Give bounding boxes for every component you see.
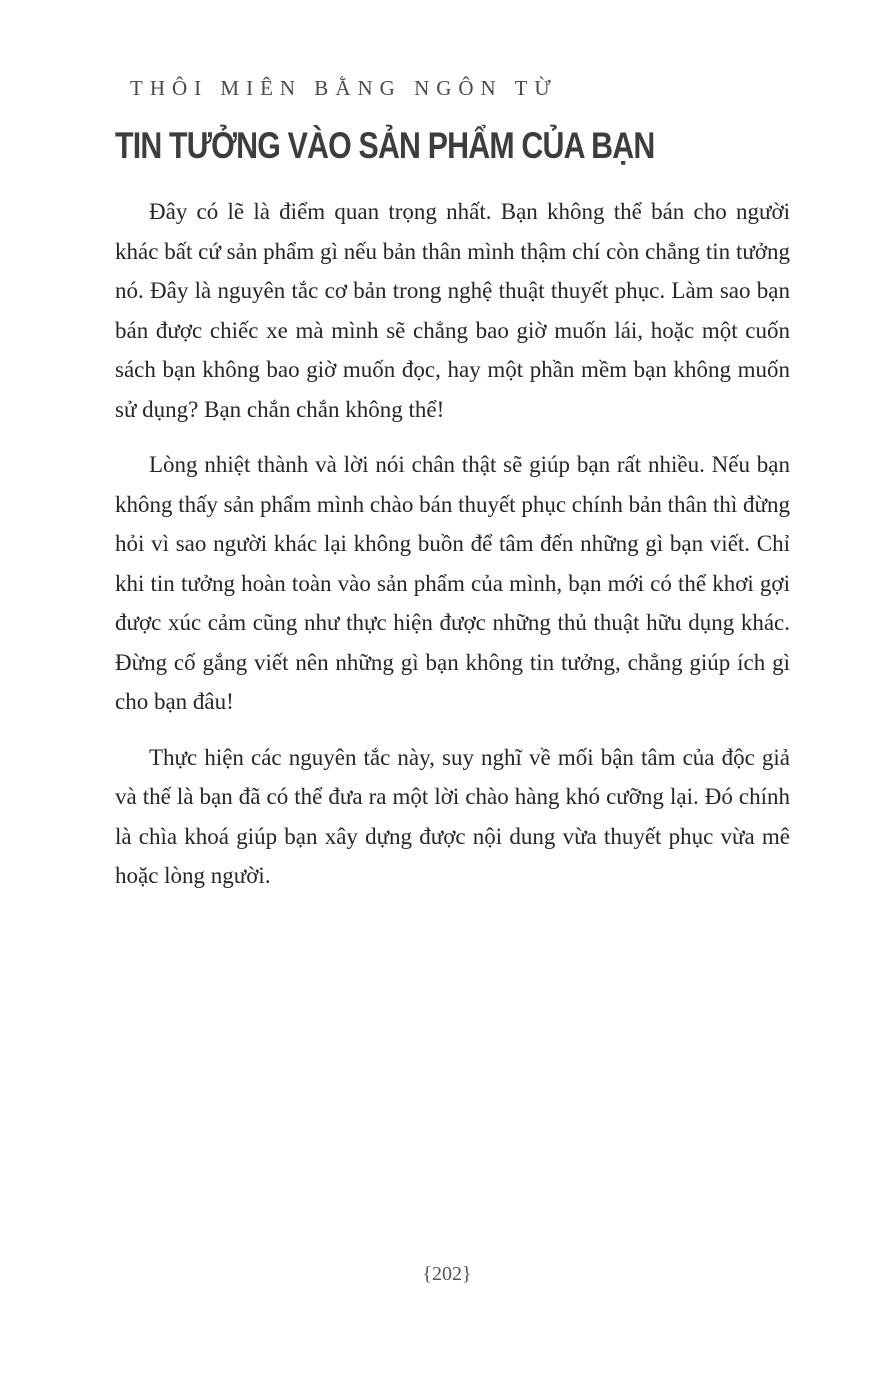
body-text: [115, 192, 790, 912]
running-header-title: THÔI MIÊN BẰNG NGÔN TỪ: [130, 76, 558, 100]
page-number: {202}: [422, 1263, 472, 1285]
paragraph-1: Đây có lẽ là điểm quan trọng nhất. Bạn không thể bán cho người khác bất cứ sản phẩm gì nếu bản thân mình thậm chí còn chẳng tin tưởng nó. Đây là nguyên tắc cơ bản trong nghệ thuật thuyết phục. Làm sao bạn bán được chiếc xe mà mình sẽ chẳng bao giờ muốn lái, hoặc một cuốn sách bạn không bao giờ muốn đọc, hay một phần mềm bạn không muốn sử dụng? Bạn chắn chắn không thể!: [115, 199, 790, 422]
paragraph-3: Thực hiện các nguyên tắc này, suy nghĩ về mối bận tâm của độc giả và thế là bạn đã có thể đưa ra một lời chào hàng khó cưỡng lại. Đó chính là chìa khoá giúp bạn xây dựng được nội dung vừa thuyết phục vừa mê hoặc lòng người.: [115, 744, 790, 888]
paragraph-2: Lòng nhiệt thành và lời nói chân thật sẽ giúp bạn rất nhiều. Nếu bạn không thấy sản phẩm mình chào bán thuyết phục chính bản thân thì đừng hỏi vì sao người khác lại không buồn để tâm đến những gì bạn viết. Chỉ khi tin tưởng hoàn toàn vào sản phẩm của mình, bạn mới có thể khơi gợi được xúc cảm cũng như thực hiện được những thủ thuật hữu dụng khác. Đừng cố gắng viết nên những gì bạn không tin tưởng, chẳng giúp ích gì cho bạn đâu!: [115, 452, 790, 714]
section-title: TIN TƯỞNG VÀO SẢN PHẨM CỦA BẠN: [115, 125, 655, 166]
